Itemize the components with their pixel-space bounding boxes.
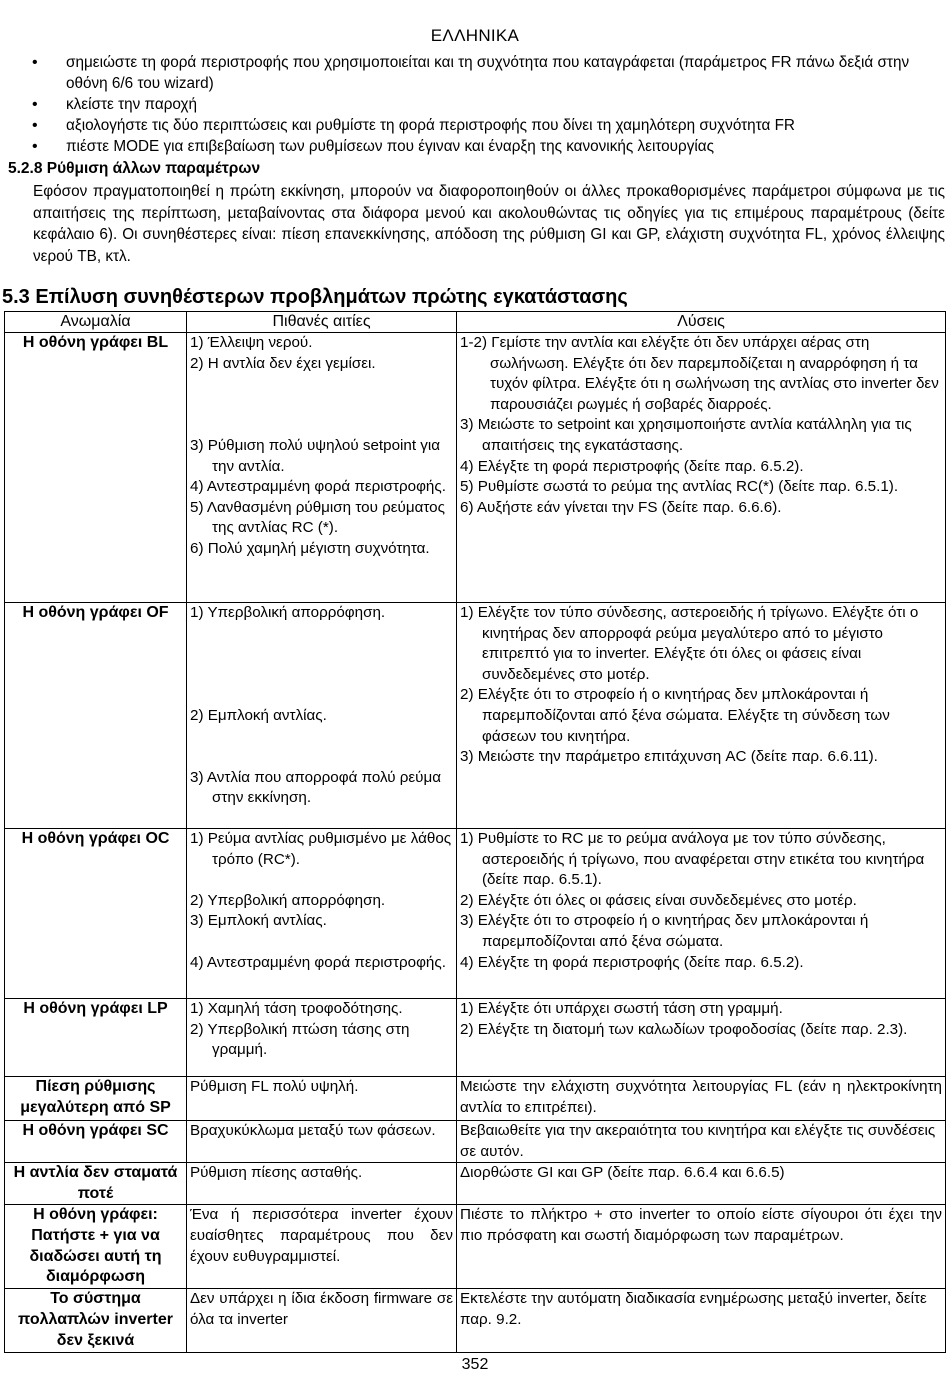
solution-item: 3) Ελέγξτε ότι το στροφείο ή ο κινητήρας δεν μπλοκάρονται ή παρεμποδίζονται από ξένα σώματα.	[460, 912, 869, 950]
bullet-item: • κλείστε την παροχή	[30, 94, 945, 115]
page-number: 352	[461, 1356, 489, 1373]
solution-item: 3) Μειώστε την παράμετρο επιτάχυνση AC (δείτε παρ. 6.6.11).	[460, 748, 878, 766]
cause-item: 2) Η αντλία δεν έχει γεμίσει.	[190, 354, 376, 372]
anomaly-cell: Η οθόνη γράφει LP	[5, 999, 187, 1077]
solution-item: 2) Ελέγξτε ότι το στροφείο ή ο κινητήρας δεν μπλοκάρονται ή παρεμποδίζονται από ξένα σώματα. Ελέγξτε τη σύνδεση των φάσεων του κινητήρα.	[460, 686, 890, 745]
cause-cell: Ένα ή περισσότερα inverter έχουν ευαίσθητες παραμέτρους που δεν έχουν ευθυγραμμιστεί.	[187, 1205, 457, 1289]
solution-item: 2) Ελέγξτε τη διατομή των καλωδίων τροφοδοσίας (δείτε παρ. 2.3).	[460, 1020, 908, 1038]
cause-item: 1) Χαμηλή τάση τροφοδότησης.	[190, 1000, 403, 1017]
table-row	[5, 999, 946, 1077]
cause-item: 1) Έλλειψη νερού.	[190, 334, 313, 351]
causes-cell	[187, 603, 457, 829]
table-row	[5, 1121, 946, 1163]
cause-item: 6) Πολύ χαμηλή μέγιστη συχνότητα.	[190, 539, 430, 557]
table-row	[5, 1163, 946, 1205]
solution-item: 1) Ρυθμίστε το RC με το ρεύμα ανάλογα με τον τύπο σύνδεσης, αστεροειδής ή τρίγωνο, που αναφέρεται στην ετικέτα του κινητήρα (δείτε παρ. 6.5.1).	[460, 830, 925, 889]
cause-cell: Ρύθμιση FL πολύ υψηλή.	[187, 1077, 457, 1121]
solution-item: 1) Ελέγξτε τον τύπο σύνδεσης, αστεροειδής ή τρίγωνο. Ελέγξτε ότι ο κινητήρας δεν απορροφά ρεύμα μεγαλύτερο από το μέγιστο επιτρεπτό για το inverter. Ελέγξτε ότι όλες οι φάσεις είναι συνδεδεμένες στο μοτέρ.	[460, 604, 919, 683]
solution-item: 4) Ελέγξτε τη φορά περιστροφής (δείτε παρ. 6.5.2).	[460, 953, 804, 971]
solutions-cell	[457, 603, 946, 829]
cause-item: 2) Εμπλοκή αντλίας.	[190, 706, 327, 724]
subsection-paragraph: Εφόσον πραγματοποιηθεί η πρώτη εκκίνηση, μπορούν να διαφοροποιηθούν οι άλλες προκαθορισμένες παράμετροι σύμφωνα με τις απαιτήσεις της περίπτωση, μεταβαίνοντας στα διάφορα μενού και ακολουθώντας τις οδηγίες για τις επιμέρους παραμέτρους (δείτε κεφάλαιο 6). Οι συνηθέστερες είναι: πίεση επανεκκίνησης, απόδοση της ρύθμιση GI και GP, ελάχιστη συχνότητα FL, χρόνος έλλειψης νερού TB, κτλ.	[33, 183, 945, 265]
table-row	[5, 1077, 946, 1121]
subsection-title: 5.2.8 Ρύθμιση άλλων παραμέτρων	[8, 160, 261, 177]
anomaly-cell: Η οθόνη γράφει SC	[5, 1121, 187, 1163]
cause-item: 2) Υπερβολική απορρόφηση.	[190, 891, 386, 909]
solution-cell: Πιέστε το πλήκτρο + στο inverter το οποίο είστε σίγουροι ότι έχει την πιο πρόσφατη και σωστή διαμόρφωση των παραμέτρων.	[457, 1205, 946, 1289]
cause-item: 4) Αντεστραμμένη φορά περιστροφής.	[190, 478, 446, 496]
solution-item: 1-2) Γεμίστε την αντλία και ελέγξτε ότι δεν υπάρχει αέρας στη σωλήνωση. Ελέγξτε ότι δεν παρεμποδίζεται η αναρρόφηση ή τα τυχόν φίλτρα. Ελέγξτε ότι η σωλήνωση της αντλίας στο inverter δεν παρουσιάζει ρωγμές ή σοβαρές διαρροές.	[460, 334, 939, 413]
table-row	[5, 603, 946, 829]
anomaly-cell: Η οθόνη γράφει OC	[5, 829, 187, 999]
solution-item: 4) Ελέγξτε τη φορά περιστροφής (δείτε παρ. 6.5.2).	[460, 457, 804, 475]
anomaly-cell: Η αντλία δεν σταματά ποτέ	[5, 1163, 187, 1205]
procedure-bullet-list	[30, 52, 945, 157]
solution-item: 1) Ελέγξτε ότι υπάρχει σωστή τάση στη γραμμή.	[460, 1000, 783, 1017]
solutions-cell	[457, 999, 946, 1077]
solution-cell: Μειώστε την ελάχιστη συχνότητα λειτουργίας FL (εάν η ηλεκτροκίνητη αντλία το επιτρέπει).	[457, 1077, 946, 1121]
solutions-cell	[457, 829, 946, 999]
table-header-row	[5, 312, 946, 333]
cause-item: 1) Ρεύμα αντλίας ρυθμισμένο με λάθος τρόπο (RC*).	[190, 830, 452, 868]
solution-cell: Εκτελέστε την αυτόματη διαδικασία ενημέρωσης μεταξύ inverter, δείτε παρ. 9.2.	[457, 1289, 946, 1353]
solution-item: 6) Αυξήστε εάν γίνεται την FS (δείτε παρ. 6.6.6).	[460, 498, 782, 516]
cause-item: 1) Υπερβολική απορρόφηση.	[190, 604, 386, 621]
cause-item: 3) Εμπλοκή αντλίας.	[190, 912, 327, 930]
solution-item: 5) Ρυθμίστε σωστά το ρεύμα της αντλίας RC(*) (δείτε παρ. 6.5.1).	[460, 478, 899, 496]
cause-cell: Δεν υπάρχει η ίδια έκδοση firmware σε όλα τα inverter	[187, 1289, 457, 1353]
anomaly-cell: Η οθόνη γράφει: Πατήστε + για να διαδώσει αυτή τη διαμόρφωση	[5, 1205, 187, 1289]
header-anomaly: Ανωμαλία	[5, 312, 187, 333]
cause-item: 5) Λανθασμένη ρύθμιση του ρεύματος της αντλίας RC (*).	[190, 498, 445, 537]
table-row	[5, 333, 946, 603]
causes-cell	[187, 829, 457, 999]
solution-cell: Βεβαιωθείτε για την ακεραιότητα του κινητήρα και ελέγξτε τις συνδέσεις σε αυτόν.	[457, 1121, 946, 1163]
anomaly-cell: Η οθόνη γράφει OF	[5, 603, 187, 829]
cause-item: 3) Ρύθμιση πολύ υψηλού setpoint για την αντλία.	[190, 436, 441, 475]
cause-item: 3) Αντλία που απορροφά πολύ ρεύμα στην εκκίνηση.	[190, 768, 442, 807]
anomaly-cell: Πίεση ρύθμισης μεγαλύτερη από SP	[5, 1077, 187, 1121]
causes-cell	[187, 333, 457, 603]
header-causes: Πιθανές αιτίες	[187, 312, 457, 333]
table-row	[5, 1289, 946, 1353]
anomaly-cell: Το σύστημα πολλαπλών inverter δεν ξεκινά	[5, 1289, 187, 1353]
language-header: ΕΛΛΗΝΙΚΑ	[430, 26, 520, 45]
cause-item: 4) Αντεστραμμένη φορά περιστροφής.	[190, 953, 446, 971]
section-title: 5.3 Επίλυση συνηθέστερων προβλημάτων πρώτης εγκατάστασης	[2, 286, 628, 308]
table-row	[5, 1205, 946, 1289]
cause-item: 2) Υπερβολική πτώση τάσης στη γραμμή.	[190, 1020, 410, 1059]
bullet-item: • σημειώστε τη φορά περιστροφής που χρησιμοποιείται και τη συχνότητα που καταγράφεται (παράμετρος FR πάνω δεξιά στην οθόνη 6/6 του wizard)	[30, 52, 945, 94]
cause-cell: Ρύθμιση πίεσης ασταθής.	[187, 1163, 457, 1205]
solutions-cell	[457, 333, 946, 603]
bullet-item: • αξιολογήστε τις δύο περιπτώσεις και ρυθμίστε τη φορά περιστροφής που δίνει τη χαμηλότερη συχνότητα FR	[30, 115, 945, 136]
table-row	[5, 829, 946, 999]
causes-cell	[187, 999, 457, 1077]
troubleshooting-table	[4, 311, 946, 1353]
bullet-item: • πιέστε MODE για επιβεβαίωση των ρυθμίσεων που έγιναν και έναρξη της κανονικής λειτουργίας	[30, 136, 945, 157]
solution-item: 2) Ελέγξτε ότι όλες οι φάσεις είναι συνδεδεμένες στο μοτέρ.	[460, 891, 857, 909]
solution-item: 3) Μειώστε το setpoint και χρησιμοποιήστε αντλία κατάλληλη για τις απαιτήσεις της εγκατάστασης.	[460, 416, 912, 454]
header-solutions: Λύσεις	[457, 312, 946, 333]
solution-cell: Διορθώστε GI και GP (δείτε παρ. 6.6.4 και 6.6.5)	[457, 1163, 946, 1205]
anomaly-cell: Η οθόνη γράφει BL	[5, 333, 187, 603]
cause-cell: Βραχυκύκλωμα μεταξύ των φάσεων.	[187, 1121, 457, 1163]
